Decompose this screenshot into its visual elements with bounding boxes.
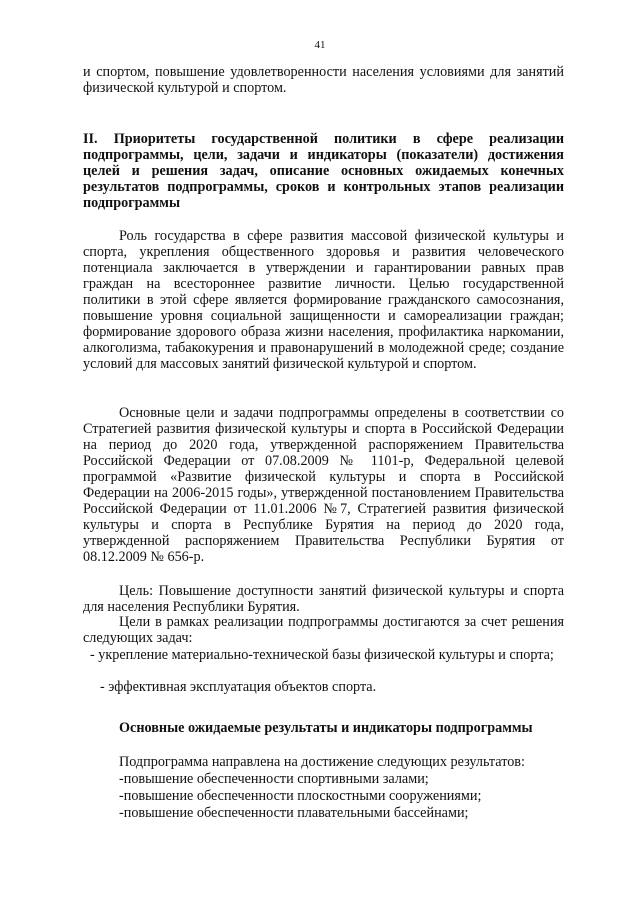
paragraph-tasks-intro: Цели в рамках реализации подпрограммы достигаются за счет решения следующих задач:	[83, 614, 564, 646]
paragraph-goal: Цель: Повышение доступности занятий физической культуры и спорта для населения Республики Бурятия.	[83, 583, 564, 615]
intro-paragraph: и спортом, повышение удовлетворенности населения условиями для занятий физической культурой и спортом.	[83, 64, 564, 96]
results-heading-text: Основные ожидаемые результаты и индикаторы подпрограммы	[119, 720, 533, 736]
result-item: -повышение обеспеченности плавательными бассейнами;	[119, 805, 469, 821]
result-item: -повышение обеспеченности плоскостными сооружениями;	[119, 788, 482, 804]
section-heading: II. Приоритеты государственной политики в сфере реализации подпрограммы, цели, задачи и индикаторы (показатели) достижения целей и решения задач, описание основных ожидаемых конечных результатов подпрограммы, сроков и контрольных этапов реализации подпрограммы	[83, 131, 564, 211]
task-item: - укрепление материально-технической базы физической культуры и спорта;	[90, 647, 554, 663]
results-intro: Подпрограмма направлена на достижение следующих результатов:	[119, 754, 525, 770]
page-number: 41	[314, 39, 326, 51]
task-item: - эффективная эксплуатация объектов спорта.	[100, 679, 377, 695]
paragraph-goals-basis: Основные цели и задачи подпрограммы определены в соответствии со Стратегией развития физической культуры и спорта в Российской Федерации на период до 2020 года, утвержденной распоряжением Правительства Российской Федерации от 07.08.2009 № 1101-р, Федеральной целевой программой «Развитие физической культуры и спорта в Российской Федерации на 2006-2015 годы», утвержденной постановлением Правительства Российской Федерации от 11.01.2006 №7, Стратегией развития физической культуры и спорта в Республике Бурятия на период до 2020 года, утвержденной распоряжением Правительства Республики Бурятия от 08.12.2009 № 656-р.	[83, 405, 564, 565]
result-item: -повышение обеспеченности спортивными залами;	[119, 771, 429, 787]
paragraph-role: Роль государства в сфере развития массовой физической культуры и спорта, укрепления общественного здоровья и развития человеческого потенциала заключается в утверждении и гарантировании равных прав граждан на всестороннее развитие личности. Целью государственной политики в этой сфере является формирование гражданского самосознания, повышение уровня социальной защищенности и самореализации граждан; формирование здорового образа жизни населения, профилактика наркомании, алкоголизма, табакокурения и правонарушений в молодежной среде; создание условий для массовых занятий физической культурой и спортом.	[83, 228, 564, 372]
results-heading	[83, 720, 564, 736]
